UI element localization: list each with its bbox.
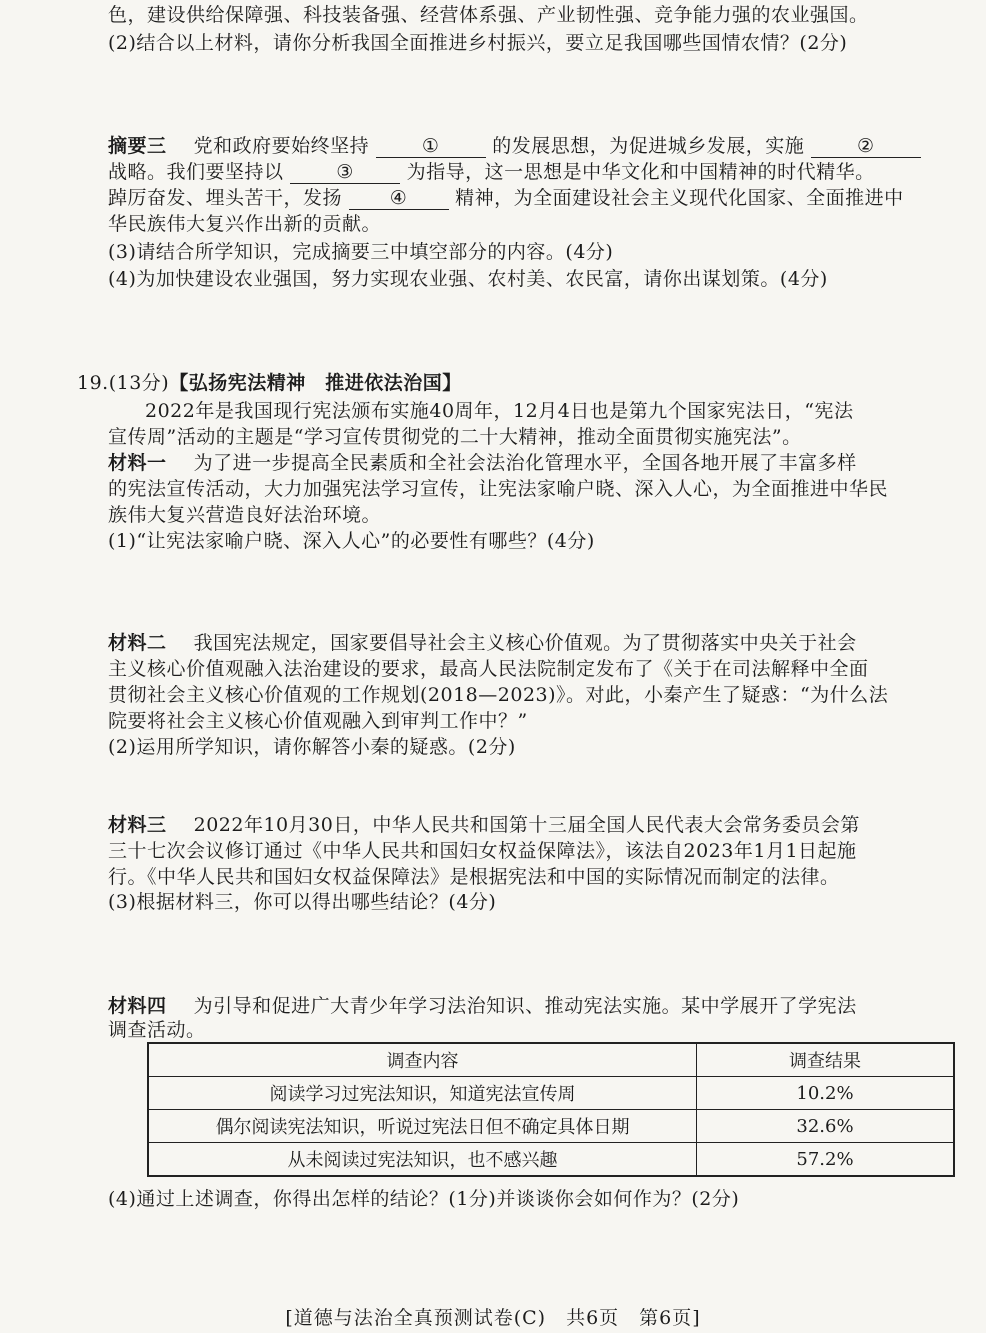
material2-line3: 贯彻社会主义核心价值观的工作规划(2018—2023)》。对此，小秦产生了疑惑：“为什么法 bbox=[108, 684, 889, 706]
material2-line1 bbox=[108, 630, 857, 656]
blank-1: ① bbox=[376, 135, 486, 158]
text: 的发展思想，为促进城乡发展，实施 bbox=[492, 135, 805, 157]
text: 党和政府要始终坚持 bbox=[193, 135, 370, 157]
material4-label: 材料四 bbox=[108, 995, 167, 1017]
material2-line2: 主义核心价值观融入法治建设的要求，最高人民法院制定发布了《关于在司法解释中全面 bbox=[108, 658, 869, 680]
page-footer: [道德与法治全真预测试卷(C) 共6页 第6页] bbox=[285, 1307, 701, 1329]
material2-label: 材料二 bbox=[108, 632, 167, 654]
text: 战略。我们要坚持以 bbox=[108, 161, 284, 183]
table-header-result: 调查结果 bbox=[697, 1043, 955, 1077]
material1-label: 材料一 bbox=[108, 452, 167, 474]
q19-sub-4: (4)通过上述调查，你得出怎样的结论？(1分)并谈谈你会如何作为？(2分) bbox=[108, 1188, 740, 1210]
table-header-row bbox=[148, 1043, 954, 1077]
table-cell: 阅读学习过宪法知识，知道宪法宣传周 bbox=[148, 1077, 697, 1110]
material3-line3: 行。《中华人民共和国妇女权益保障法》是根据宪法和中国的实际情况而制定的法律。 bbox=[108, 866, 840, 888]
question-2: (2)结合以上材料，请你分析我国全面推进乡村振兴，要立足我国哪些国情农情？(2分) bbox=[108, 32, 848, 54]
blank-2: ② bbox=[811, 135, 921, 158]
material1-line1 bbox=[108, 450, 857, 476]
q19-intro-1: 2022年是我国现行宪法颁布实施40周年，12月4日也是第九个国家宪法日，“宪法 bbox=[145, 400, 854, 422]
blank-3: ③ bbox=[290, 161, 400, 184]
abstract3-label: 摘要三 bbox=[108, 135, 167, 157]
text: 精神，为全面建设社会主义现代化国家、全面推进中 bbox=[455, 187, 904, 209]
q19-sub-3: (3)根据材料三，你可以得出哪些结论？(4分) bbox=[108, 891, 497, 913]
q19-number: 19.(13分) bbox=[77, 372, 170, 394]
text: 为了进一步提高全民素质和全社会法治化管理水平，全国各地开展了丰富多样 bbox=[193, 452, 857, 474]
text-line: 色，建设供给保障强、科技装备强、经营体系强、产业韧性强、竞争能力强的农业强国。 bbox=[108, 4, 869, 26]
material3-line2: 三十七次会议修订通过《中华人民共和国妇女权益保障法》，该法自2023年1月1日起施 bbox=[108, 840, 857, 862]
table-cell: 偶尔阅读宪法知识，听说过宪法日但不确定具体日期 bbox=[148, 1110, 697, 1143]
q19-sub-1: (1)“让宪法家喻户晓、深入人心”的必要性有哪些？(4分) bbox=[108, 530, 595, 552]
text: 为指导，这一思想是中华文化和中国精神的时代精华。 bbox=[406, 161, 875, 183]
question-4: (4)为加快建设农业强国，努力实现农业强、农村美、农民富，请你出谋划策。(4分) bbox=[108, 268, 828, 290]
abstract3-line3 bbox=[108, 185, 904, 211]
text: 为引导和促进广大青少年学习法治知识、推动宪法实施。某中学展开了学宪法 bbox=[193, 995, 857, 1017]
text: 我国宪法规定，国家要倡导社会主义核心价值观。为了贯彻落实中央关于社会 bbox=[193, 632, 857, 654]
table-row bbox=[148, 1110, 954, 1143]
table-row bbox=[148, 1143, 954, 1177]
survey-table bbox=[147, 1042, 955, 1177]
q19-intro-2: 宣传周”活动的主题是“学习宣传贯彻党的二十大精神，推动全面贯彻实施宪法”。 bbox=[108, 426, 802, 448]
text: 踔厉奋发、埋头苦干，发扬 bbox=[108, 187, 343, 209]
material4-line2: 调查活动。 bbox=[108, 1019, 206, 1041]
text: 2022年10月30日，中华人民共和国第十三届全国人民代表大会常务委员会第 bbox=[193, 814, 860, 836]
abstract3-line2 bbox=[108, 159, 875, 185]
table-cell: 从未阅读过宪法知识，也不感兴趣 bbox=[148, 1143, 697, 1177]
question-3: (3)请结合所学知识，完成摘要三中填空部分的内容。(4分) bbox=[108, 241, 614, 263]
table-cell: 32.6% bbox=[697, 1110, 955, 1143]
blank-4: ④ bbox=[349, 187, 449, 210]
abstract3-line4: 华民族伟大复兴作出新的贡献。 bbox=[108, 213, 382, 235]
material3-label: 材料三 bbox=[108, 814, 167, 836]
table-cell: 57.2% bbox=[697, 1143, 955, 1177]
abstract3-line1 bbox=[108, 133, 921, 159]
table-cell: 10.2% bbox=[697, 1077, 955, 1110]
table-header-content: 调查内容 bbox=[148, 1043, 697, 1077]
material3-line1 bbox=[108, 812, 860, 838]
q19-title: 【弘扬宪法精神 推进依法治国】 bbox=[169, 372, 462, 394]
material1-line3: 族伟大复兴营造良好法治环境。 bbox=[108, 504, 382, 526]
q19-header bbox=[77, 370, 462, 396]
table-row bbox=[148, 1077, 954, 1110]
material2-line4: 院要将社会主义核心价值观融入到审判工作中？” bbox=[108, 710, 528, 732]
material1-line2: 的宪法宣传活动，大力加强宪法学习宣传，让宪法家喻户晓、深入人心，为全面推进中华民 bbox=[108, 478, 889, 500]
material4-line1 bbox=[108, 993, 857, 1019]
q19-sub-2: (2)运用所学知识，请你解答小秦的疑惑。(2分) bbox=[108, 736, 516, 758]
